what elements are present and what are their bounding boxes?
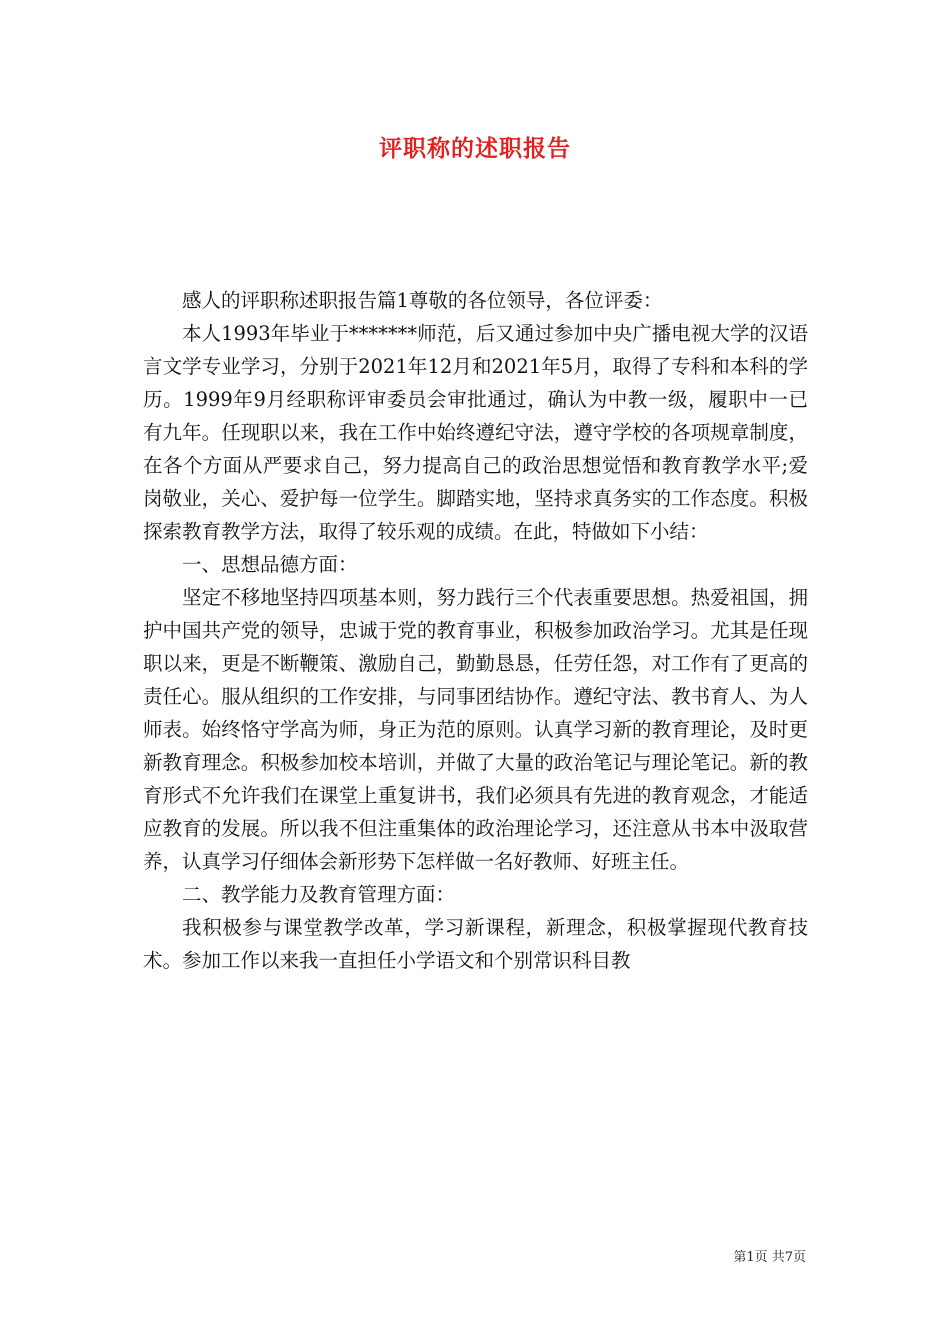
paragraph-intro: 本人1993年毕业于*******师范，后又通过参加中央广播电视大学的汉语言文学专业学习，分别于2021年12月和2021年5月，取得了专科和本科的学历。1999年9月经职称评审委员会审批通过，确认为中教一级，履职中一已有九年。任现职以来，我在工作中始终遵纪守法，遵守学校的各项规章制度，在各个方面从严要求自己，努力提高自己的政治思想觉悟和教育教学水平;爱岗敬业，关心、爱护每一位学生。脚踏实地，坚持求真务实的工作态度。积极探索教育教学方法，取得了较乐观的成绩。在此，特做如下小结： <box>143 322 808 543</box>
document-body <box>143 284 808 977</box>
paragraph-section-1: 坚定不移地坚持四项基本则，努力践行三个代表重要思想。热爱祖国，拥护中国共产党的领导，忠诚于党的教育事业，积极参加政治学习。尤其是任现职以来，更是不断鞭策、激励自己，勤勤恳恳，任劳任怨，对工作有了更高的责任心。服从组织的工作安排，与同事团结协作。遵纪守法、教书育人、为人师表。始终恪守学高为师，身正为范的原则。认真学习新的教育理论，及时更新教育理念。积极参加校本培训，并做了大量的政治笔记与理论笔记。新的教育形式不允许我们在课堂上重复讲书，我们必须具有先进的教育观念，才能适应教育的发展。所以我不但注重集体的政治理论学习，还注意从书本中汲取营养，认真学习仔细体会新形势下怎样做一名好教师、好班主任。 <box>143 586 808 873</box>
paragraph-section-2: 我积极参与课堂教学改革，学习新课程，新理念，积极掌握现代教育技术。参加工作以来我一直担任小学语文和个别常识科目教 <box>143 916 808 972</box>
section-heading-2: 二、教学能力及教育管理方面： <box>182 883 456 906</box>
page-number-footer: 第1页 共7页 <box>733 1250 806 1265</box>
document-title: 评职称的述职报告 <box>379 135 571 162</box>
section-heading-1: 一、思想品德方面： <box>182 553 358 576</box>
paragraph-greeting: 感人的评职称述职报告篇1尊敬的各位领导，各位评委： <box>182 289 663 312</box>
